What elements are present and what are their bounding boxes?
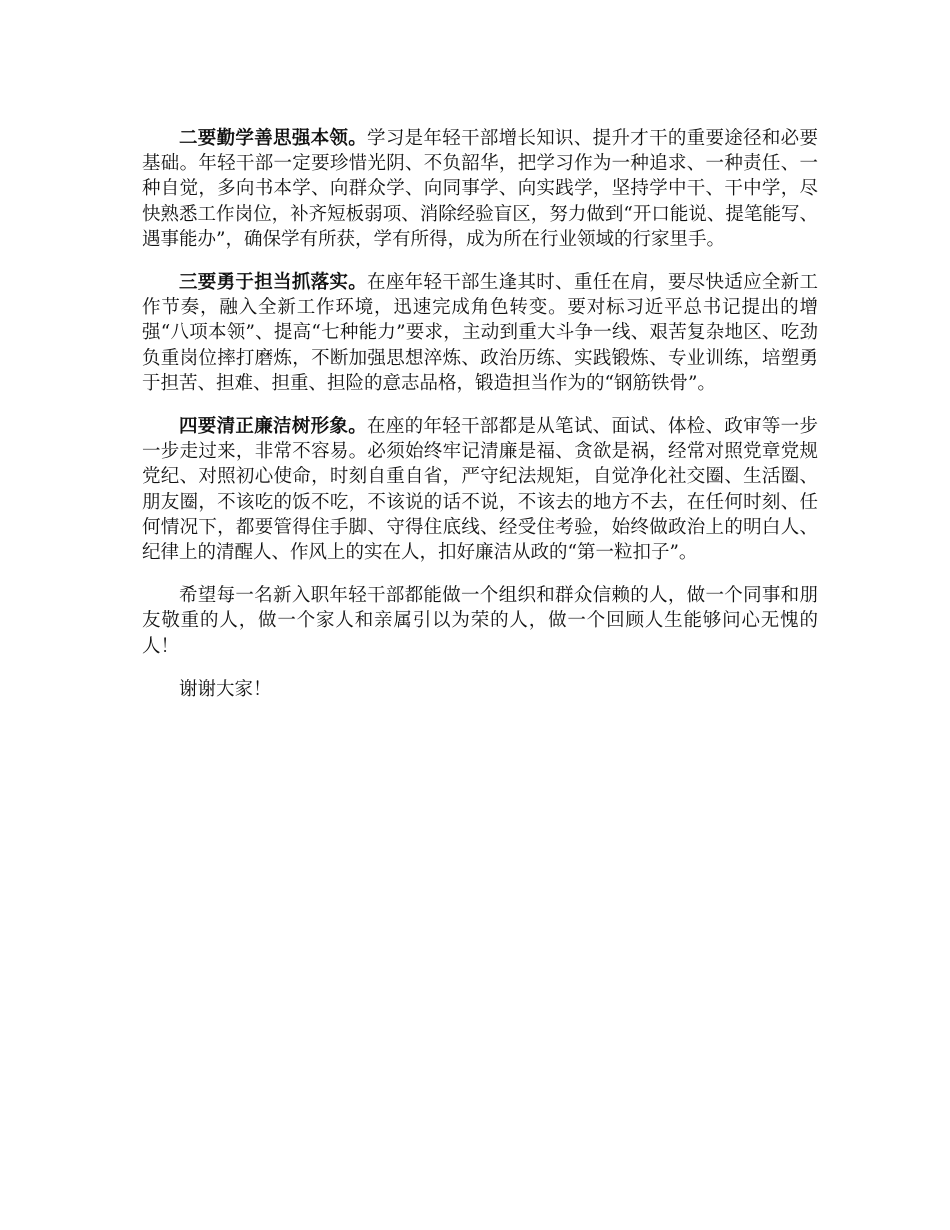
paragraph-body: 在座年轻干部生逢其时、重任在肩，要尽快适应全新工作节奏，融入全新工作环境，迅速完成角色转变。要对标习近平总书记提出的增强“八项本领”、提高“七种能力”要求，主动到重大斗争一线、艰苦复杂地区、吃劲负重岗位摔打磨炼，不断加强思想淬炼、政治历练、实践锻炼、专业训练，培塑勇于担苦、担难、担重、担险的意志品格，锻造担当作为的“钢筋铁骨”。 (142, 272, 818, 394)
paragraph-heading: 二要勤学善思强本领。 (179, 128, 368, 149)
paragraph-body: 在座的年轻干部都是从笔试、面试、体检、政审等一步一步走过来，非常不容易。必须始终牢记清廉是福、贪欲是祸，经常对照党章党规党纪、对照初心使命，时刻自重自省，严守纪法规矩，自觉净化社交圈、生活圈、朋友圈，不该吃的饭不吃，不该说的话不说，不该去的地方不去，在任何时刻、任何情况下，都要管得住手脚、守得住底线、经受住考验，始终做政治上的明白人、纪律上的清醒人、作风上的实在人，扣好廉洁从政的“第一粒扣子”。 (142, 416, 818, 564)
paragraph-heading: 四要清正廉洁树形象。 (179, 416, 368, 438)
paragraph-integrity (142, 414, 818, 565)
paragraph-study (142, 126, 818, 252)
paragraph-body: 希望每一名新入职年轻干部都能做一个组织和群众信赖的人，做一个同事和朋友敬重的人，做一个家人和亲属引以为荣的人，做一个回顾人生能够问心无愧的人！ (142, 585, 818, 657)
paragraph-hope (142, 583, 818, 659)
paragraph-heading: 三要勇于担当抓落实。 (179, 272, 368, 294)
document-page (142, 126, 818, 720)
paragraph-body: 学习是年轻干部增长知识、提升才干的重要途径和必要基础。年轻干部一定要珍惜光阴、不负韶华，把学习作为一种追求、一种责任、一种自觉，多向书本学、向群众学、向同事学、向实践学，坚持学中干、干中学，尽快熟悉工作岗位，补齐短板弱项、消除经验盲区，努力做到“开口能说、提笔能写、遇事能办”，确保学有所获，学有所得，成为所在行业领域的行家里手。 (142, 128, 818, 250)
paragraph-body: 谢谢大家！ (179, 678, 272, 700)
paragraph-responsibility (142, 270, 818, 396)
paragraph-thanks (142, 677, 818, 702)
